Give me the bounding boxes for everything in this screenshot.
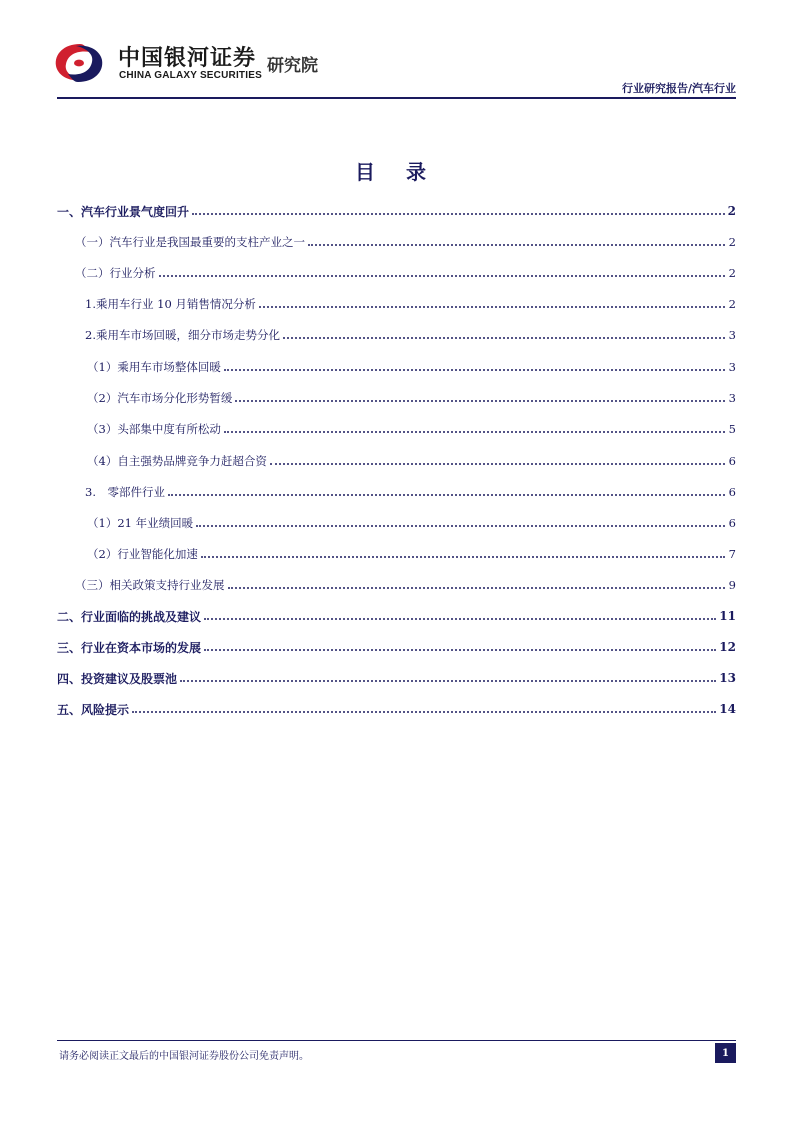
page-number: 1 (715, 1043, 736, 1063)
toc-entry[interactable] (85, 293, 736, 315)
toc-entry-label: （二）行业分析 (75, 266, 156, 280)
toc-entry-page: 3 (728, 328, 736, 342)
toc-entry[interactable] (57, 667, 736, 689)
report-type-label: 行业研究报告/汽车行业 (621, 82, 736, 95)
toc-entry-label: 一、汽车行业景气度回升 (57, 204, 190, 219)
toc-leader-dots (283, 327, 725, 339)
toc-entry[interactable] (57, 605, 736, 627)
toc-title: 目 录 (355, 160, 438, 184)
toc-entry-page: 2 (728, 235, 736, 249)
toc-leader-dots (308, 234, 725, 246)
toc-entry-page: 14 (719, 702, 736, 716)
toc-entry-label: 3. 零部件行业 (85, 485, 165, 499)
toc-entry-page: 3 (728, 391, 736, 405)
toc-entry[interactable] (57, 636, 736, 658)
toc-leader-dots (235, 390, 725, 402)
toc-entry[interactable] (87, 450, 736, 472)
toc-entry-label: （1）21 年业绩回暖 (87, 516, 194, 530)
toc-leader-dots (192, 203, 725, 215)
toc-entry-page: 2 (728, 297, 736, 311)
toc-entry[interactable] (85, 324, 736, 346)
toc-entry[interactable] (75, 231, 736, 253)
toc-entry-page: 6 (728, 516, 736, 530)
header-divider (57, 97, 736, 99)
toc-leader-dots (224, 359, 725, 371)
toc-entry-page: 7 (728, 547, 736, 561)
toc-entry[interactable] (87, 512, 736, 534)
toc-entry[interactable] (87, 418, 736, 440)
toc-entry-page: 11 (719, 609, 736, 623)
institute-label: 研究院 (267, 56, 318, 76)
page-header (0, 0, 793, 100)
toc-entry-label: 三、行业在资本市场的发展 (57, 640, 202, 655)
toc-entry[interactable] (57, 200, 736, 222)
toc-leader-dots (228, 577, 726, 589)
galaxy-logo-icon (50, 40, 108, 86)
toc-entry-page: 9 (728, 578, 736, 592)
toc-entry-label: （4）自主强势品牌竞争力赶超合资 (87, 454, 267, 468)
footer-divider (57, 1040, 736, 1041)
toc-entry-label: （3）头部集中度有所松动 (87, 422, 221, 436)
toc-entry-page: 3 (728, 360, 736, 374)
toc-entry-page: 6 (728, 485, 736, 499)
toc-leader-dots (204, 608, 716, 620)
toc-entry-label: 五、风险提示 (57, 702, 130, 717)
toc-entry-page: 13 (719, 671, 736, 685)
toc-entry-label: 2.乘用车市场回暖，细分市场走势分化 (85, 328, 280, 342)
toc-entry[interactable] (87, 356, 736, 378)
toc-entry[interactable] (75, 262, 736, 284)
toc-entry-page: 6 (728, 454, 736, 468)
toc-entry-label: 二、行业面临的挑战及建议 (57, 609, 202, 624)
toc-entry-page: 2 (728, 266, 736, 280)
toc-leader-dots (224, 421, 725, 433)
toc-leader-dots (180, 670, 716, 682)
toc-entry-page: 5 (728, 422, 736, 436)
toc-entry-label: （2）行业智能化加速 (87, 547, 198, 561)
toc-entry-label: （1）乘用车市场整体回暖 (87, 360, 221, 374)
toc-entry[interactable] (75, 574, 736, 596)
brand-name-en: CHINA GALAXY SECURITIES (119, 70, 262, 81)
toc-entry-page: 12 (719, 640, 736, 654)
toc-entry-label: （2）汽车市场分化形势暂缓 (87, 391, 233, 405)
toc-leader-dots (201, 546, 725, 558)
toc-entry[interactable] (87, 543, 736, 565)
toc-leader-dots (159, 265, 726, 277)
toc-leader-dots (259, 296, 725, 308)
toc-leader-dots (196, 515, 725, 527)
brand-name-cn: 中国银河证券 (118, 46, 257, 71)
toc-leader-dots (270, 453, 725, 465)
toc-entry-label: （一）汽车行业是我国最重要的支柱产业之一 (75, 235, 305, 249)
toc-leader-dots (168, 484, 725, 496)
toc-entry[interactable] (57, 698, 736, 720)
toc-entry[interactable] (85, 481, 736, 503)
toc-entry-label: （三）相关政策支持行业发展 (75, 578, 225, 592)
toc-entry-page: 2 (727, 204, 736, 218)
toc-leader-dots (204, 639, 716, 651)
footer-disclaimer: 请务必阅读正文最后的中国银河证券股份公司免责声明。 (59, 1051, 309, 1062)
toc-entry[interactable] (87, 387, 736, 409)
toc-entry-label: 1.乘用车行业 10 月销售情况分析 (85, 297, 256, 311)
toc-leader-dots (132, 701, 716, 713)
toc-entry-label: 四、投资建议及股票池 (57, 671, 178, 686)
